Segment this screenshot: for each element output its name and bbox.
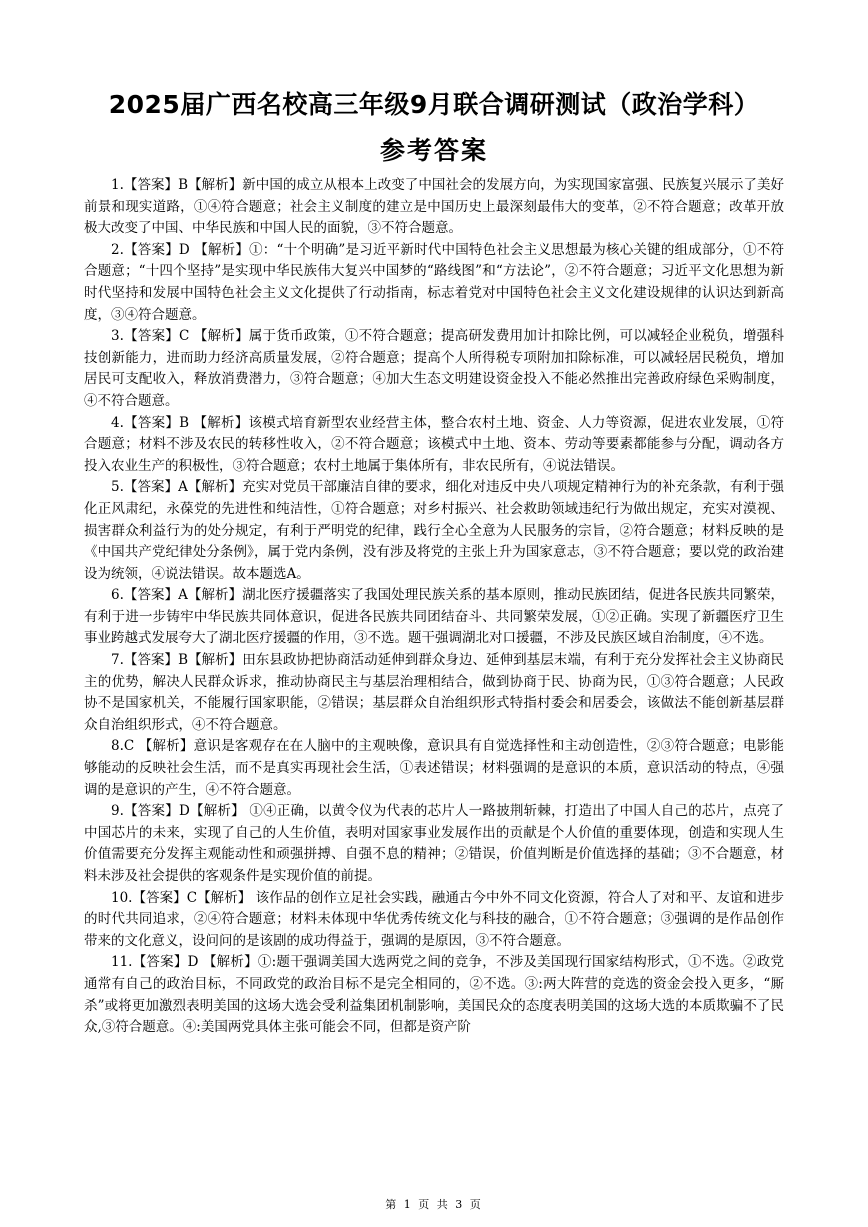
answer-paragraph-5: 5.【答案】A【解析】充实对党员干部廉洁自律的要求，细化对违反中央八项规定精神行为的补充条款，有利于强化正风肃纪，永葆党的先进性和纯洁性，①符合题意；对乡村振兴、社会救助领域违纪行为做出规定，充实对漠视、损害群众利益行为的处分规定，有利于严明党的纪律，践行全心全意为人民服务的宗旨，②符合题意；材料反映的是《中国共产党纪律处分条例》，属于党内条例，没有涉及将党的主张上升为国家意志，③不符合题意；要以党的政治建设为统领，④说法错误。故本题选A。 bbox=[84, 479, 784, 582]
answer-paragraph-10: 10.【答案】C【解析】 该作品的创作立足社会实践，融通古今中外不同文化资源，符合人了对和平、友谊和进步的时代共同追求，②④符合题意；材料未体现中华优秀传统文化与科技的融合，①不符合题意；③强调的是作品创作带来的文化意义，设问问的是该剧的成功得益于，强调的是原因，③不符合题意。 bbox=[84, 889, 784, 949]
answer-paragraph-6: 6.【答案】A【解析】湖北医疗援疆落实了我国处理民族关系的基本原则，推动民族团结，促进各民族共同繁荣，有利于进一步铸牢中华民族共同体意识，促进各民族共同团结奋斗、共同繁荣发展，①②正确。实现了新疆医疗卫生事业跨越式发展夸大了湖北医疗援疆的作用，③不选。题干强调湖北对口援疆，不涉及民族区域自治制度，④不选。 bbox=[84, 587, 784, 647]
document-subtitle: 参考答案 bbox=[379, 136, 488, 165]
answer-paragraph-2: 2.【答案】D 【解析】①：“十个明确”是习近平新时代中国特色社会主义思想最为核心关键的组成部分，①不符合题意；“十四个坚持”是实现中华民族伟大复兴中国梦的“路线图”和“方法论”，②不符合题意；习近平文化思想为新时代坚持和发展中国特色社会主义文化提供了行动指南，标志着党对中国特色社会主义文化建设规律的认识达到新高度，③④符合题意。 bbox=[84, 241, 784, 323]
answer-content bbox=[84, 175, 784, 1039]
answer-paragraph-9: 9.【答案】D【解析】 ①④正确，以黄令仪为代表的芯片人一路披荆斩棘，打造出了中国人自己的芯片，点亮了中国芯片的未来，实现了自己的人生价值，表明对国家事业发展作出的贡献是个人价值的重要体现，创造和实现人生价值需要充分发挥主观能动性和顽强拼搏、自强不息的精神；②错误，价值判断是价值选择的基础；③不合题意，材料未涉及社会提供的客观条件是实现价值的前提。 bbox=[84, 803, 784, 884]
answer-paragraph-4: 4.【答案】B 【解析】该模式培育新型农业经营主体，整合农村土地、资金、人力等资源，促进农业发展，①符合题意；材料不涉及农民的转移性收入，②不符合题意；该模式中土地、资本、劳动等要素都能参与分配，调动各方投入农业生产的积极性，③符合题意；农村土地属于集体所有，非农民所有，④说法错误。 bbox=[84, 414, 784, 474]
answer-paragraph-7: 7.【答案】B【解析】田东县政协把协商活动延伸到群众身边、延伸到基层末端，有利于充分发挥社会主义协商民主的优势，解决人民群众诉求，推动协商民主与基层治理相结合，做到协商于民、协商为民，①③符合题意；人民政协不是国家机关，不能履行国家职能，②错误；基层群众自治组织形式特指村委会和居委会，该做法不能创新基层群众自治组织形式，④不符合题意。 bbox=[84, 652, 784, 733]
document-title: 2025届广西名校高三年级9月联合调研测试（政治学科） bbox=[108, 90, 760, 119]
page-number: 第 1 页 共 3 页 bbox=[385, 1198, 483, 1211]
answer-paragraph-3: 3.【答案】C 【解析】属于货币政策，①不符合题意；提高研发费用加计扣除比例，可以减轻企业税负，增强科技创新能力，进而助力经济高质量发展，②符合题意；提高个人所得税专项附加扣除标准，可以减轻居民税负，增加居民可支配收入，释放消费潜力，③符合题意；④加大生态文明建设资金投入不能必然推出完善政府绿色采购制度，④不符合题意。 bbox=[84, 328, 784, 409]
answer-paragraph-8: 8.C 【解析】意识是客观存在在人脑中的主观映像，意识具有自觉选择性和主动创造性，②③符合题意；电影能够能动的反映社会生活，而不是真实再现社会生活，①表述错误；材料强调的是意识的本质，意识活动的特点，④强调的是意识的产生，④不符合题意。 bbox=[84, 738, 784, 798]
answer-paragraph-11: 11.【答案】D 【解析】①:题干强调美国大选两党之间的竞争，不涉及美国现行国家结构形式，①不选。②政党通常有自己的政治目标，不同政党的政治目标不是完全相同的，②不选。③:两大阵营的竞选的资金会投入更多，“厮杀”或将更加激烈表明美国的这场大选会受利益集团机制影响，美国民众的态度表明美国的这场大选的本质欺骗不了民众,③符合题意。④:美国两党具体主张可能会不同，但都是资产阶 bbox=[84, 954, 784, 1036]
answer-paragraph-1: 1.【答案】B【解析】新中国的成立从根本上改变了中国社会的发展方向，为实现国家富强、民族复兴展示了美好前景和现实道路，①④符合题意；社会主义制度的建立是中国历史上最深刻最伟大的变革，②不符合题意；改革开放极大改变了中国、中华民族和中国人民的面貌，③不符合题意。 bbox=[84, 177, 784, 237]
